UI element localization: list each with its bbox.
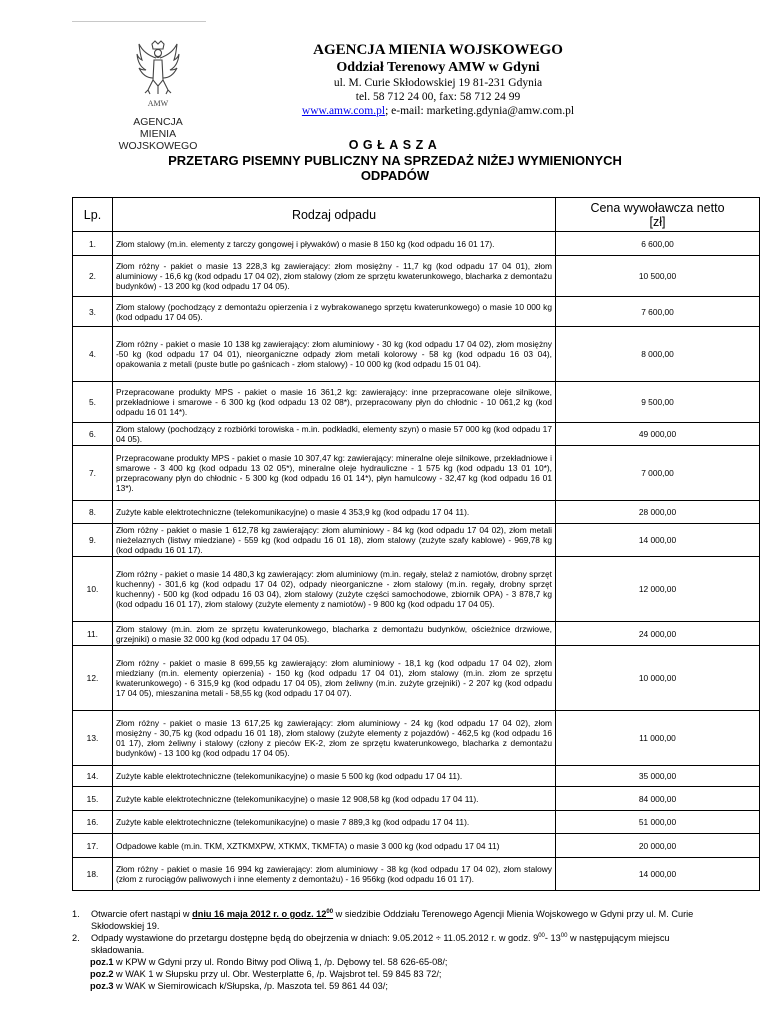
starting-price: 10 500,00	[556, 256, 760, 297]
table-row	[73, 787, 760, 811]
starting-price: 7 000,00	[556, 446, 760, 501]
table-row	[73, 557, 760, 622]
location-3: poz.3 w WAK w Siemirowicach k/Słupska, /p. Maszota tel. 59 861 44 03/;	[90, 981, 388, 991]
org-name: AGENCJA MIENIA WOJSKOWEGO	[313, 42, 563, 58]
row-number: 15.	[73, 787, 113, 811]
waste-description: Złom różny - pakiet o masie 1 612,78 kg zawierający: złom aluminiowy - 84 kg (kod odpadu 17 04 02), złom metali nieżelaznych (listwy miedziane) - 559 kg (kod odpadu 16 01 18), złom stalowy (zużyte szafy kablowe) - 969,78 kg (kod odpadu 16 01 17).	[113, 524, 556, 557]
starting-price: 6 600,00	[556, 232, 760, 256]
note-2-text-b: - 13	[544, 933, 561, 943]
notice-title: OGŁASZA	[348, 138, 442, 152]
starting-price: 35 000,00	[556, 766, 760, 787]
row-number: 2.	[73, 256, 113, 297]
waste-description: Złom stalowy (m.in. złom ze sprzętu kwaterunkowego, blacharka z demontażu budynków, ościeżnice drzwiowe, grzejniki) o masie 32 000 kg (kod odpadu 17 04 05).	[113, 622, 556, 646]
starting-price: 28 000,00	[556, 501, 760, 524]
table-row	[73, 766, 760, 787]
table-header-row	[73, 198, 760, 232]
amw-logo	[110, 40, 206, 152]
table-row	[73, 256, 760, 297]
waste-description: Zużyte kable elektrotechniczne (telekomunikacyjne) o masie 4 353,9 kg (kod odpadu 17 04 11).	[113, 501, 556, 524]
note-1-text-a: Otwarcie ofert nastąpi w	[91, 909, 193, 919]
waste-description: Złom stalowy (pochodzący z demontażu opierzenia i z wybrakowanego sprzętu kwaterunkowego) o masie 10 000 kg (kod odpadu 17 04 05).	[113, 297, 556, 327]
row-number: 3.	[73, 297, 113, 327]
header-price-line2: [zł]	[649, 214, 666, 229]
table-row	[73, 622, 760, 646]
row-number: 17.	[73, 834, 113, 858]
starting-price: 12 000,00	[556, 557, 760, 622]
waste-description: Złom różny - pakiet o masie 10 138 kg zawierający: złom aluminiowy - 30 kg (kod odpadu 17 04 02), złom mosiężny -50 kg (kod odpadu 17 04 01), nieorganiczne odpady złom metali kolorowy - 58 kg (kod odpadu 16 03 04), opakowania z metali (puste butle po gaśnicach - złom stalowy) - 10 000 kg (kod odpadu 15 01 04).	[113, 327, 556, 382]
notice-subtitle-line1: PRZETARG PISEMNY PUBLICZNY NA SPRZEDAŻ NIŻEJ WYMIENIONYCH	[168, 153, 622, 168]
waste-description: Odpadowe kable (m.in. TKM, XZTKMXPW, XTKMX, TKMFTA) o masie 3 000 kg (kod odpadu 17 04 11)	[113, 834, 556, 858]
row-number: 14.	[73, 766, 113, 787]
table-row	[73, 446, 760, 501]
table-row	[73, 382, 760, 423]
starting-price: 9 500,00	[556, 382, 760, 423]
row-number: 18.	[73, 858, 113, 891]
email-text: ; e-mail: marketing.gdynia@amw.com.pl	[385, 105, 575, 117]
note-2-text-c: w następującym miejscu składowania.	[91, 933, 670, 955]
starting-price: 51 000,00	[556, 811, 760, 834]
starting-price: 7 600,00	[556, 297, 760, 327]
organization-header	[218, 42, 658, 118]
contact-line	[218, 104, 658, 118]
notice-heading	[100, 137, 690, 183]
location-2: poz.2 w WAK 1 w Słupsku przy ul. Obr. Westerplatte 6, /p. Wajsbrot tel. 59 845 83 72/;	[90, 969, 442, 979]
table-row	[73, 232, 760, 256]
waste-description: Złom różny - pakiet o masie 14 480,3 kg zawierający: złom aluminiowy (m.in. regały, stelaż z namiotów, drobny sprzęt kuchenny) - 301,6 kg (kod odpadu 17 04 02), odpady nieorganiczne - złom stalowy (m.in. regały, drobny sprzęt kuchenny) - 500 kg (kod odpadu 16 03 04), złom stalowy (zużyte części samochodowe, zbiornik OPA) - 3 878,7 kg (kod odpadu 16 01 17), złom stalowy (zużyte elementy z namiotów) - 9 800 kg (kod odpadu 17 04 05).	[113, 557, 556, 622]
header-price	[556, 198, 760, 232]
table-row	[73, 501, 760, 524]
note-2: 2. Odpady wystawione do przetargu dostępne będą do obejrzenia w dniach: 9.05.2012 ÷ 11.05.2012 r. w godz. $9^{00}-$ $13^{00}$ w następującym miejscu składowania.	[72, 932, 670, 955]
waste-description: Zużyte kable elektrotechniczne (telekomunikacyjne) o masie 12 908,58 kg (kod odpadu 17 04 11).	[113, 787, 556, 811]
table-row	[73, 646, 760, 711]
waste-description: Złom różny - pakiet o masie 16 994 kg zawierający: złom aluminiowy - 38 kg (kod odpadu 17 04 02), złom stalowy (złom z rurociągów paliwowych i inne elementy z demontażu) - 16 956kg (kod odpadu 16 01 17).	[113, 858, 556, 891]
note-1-text-c: w siedzibie Oddziału Terenowego Agencji Mienia Wojskowego w Gdyni przy ul. M. Curie Skłodowskiej 19.	[91, 909, 694, 931]
waste-description: Złom stalowy (pochodzący z rozbiórki torowiska - m.in. podkładki, elementy szyn) o masie 57 000 kg (kod odpadu 17 04 05).	[113, 423, 556, 446]
website-link[interactable]: www.amw.com.pl	[301, 105, 386, 117]
location-1: poz.1 w KPW w Gdyni przy ul. Rondo Bitwy pod Oliwą 1, /p. Dębowy tel. 58 626-65-08/;	[90, 957, 448, 967]
note-number: 2.	[72, 933, 80, 943]
table-row	[73, 811, 760, 834]
starting-price: 10 000,00	[556, 646, 760, 711]
svg-text:AMW: AMW	[147, 99, 169, 108]
row-number: 7.	[73, 446, 113, 501]
starting-price: 11 000,00	[556, 711, 760, 766]
table-row	[73, 711, 760, 766]
row-number: 13.	[73, 711, 113, 766]
row-number: 16.	[73, 811, 113, 834]
starting-price: 14 000,00	[556, 858, 760, 891]
waste-description: Złom różny - pakiet o masie 13 228,3 kg zawierający: złom mosiężny - 11,7 kg (kod odpadu 17 04 01), złom aluminiowy - 16,6 kg (kod odpadu 17 04 02), złom stalowy (złom ze sprzętu kwaterunkowego, blacharka z demontażu budynków) - 13 200 kg (kod odpadu 17 04 05).	[113, 256, 556, 297]
note-2-text-a: Odpady wystawione do przetargu dostępne będą do obejrzenia w dniach: 9.05.2012 ÷ 11.05.2012 r. w godz. 9	[91, 933, 539, 943]
starting-price: 24 000,00	[556, 622, 760, 646]
row-number: 5.	[73, 382, 113, 423]
waste-description: Przepracowane produkty MPS - pakiet o masie 16 361,2 kg: zawierający: inne przepracowane oleje silnikowe, przekładniowe i smarowe - 6 300 kg (kod odpadu 13 02 08*), przepracowany płyn do chłodnic - 10 061,2 kg (kod odpadu 16 01 14*).	[113, 382, 556, 423]
row-number: 8.	[73, 501, 113, 524]
table-row	[73, 858, 760, 891]
branch-name: Oddział Terenowy AMW w Gdyni	[336, 60, 540, 75]
notice-subtitle-line2: ODPADÓW	[360, 168, 430, 183]
eagle-emblem-icon	[136, 40, 180, 116]
starting-price: 8 000,00	[556, 327, 760, 382]
row-number: 9.	[73, 524, 113, 557]
header-price-line1: Cena wywoławcza netto	[590, 200, 725, 215]
row-number: 10.	[73, 557, 113, 622]
starting-price: 14 000,00	[556, 524, 760, 557]
row-number: 6.	[73, 423, 113, 446]
table-row	[73, 834, 760, 858]
starting-price: 49 000,00	[556, 423, 760, 446]
logo-text-line1: AGENCJA	[133, 116, 183, 128]
waste-table	[72, 197, 760, 891]
waste-description: Złom różny - pakiet o masie 13 617,25 kg zawierający: złom aluminiowy - 24 kg (kod odpadu 17 04 02), złom mosiężny - 30,75 kg (kod odpadu 16 01 18), złom stalowy (zużyte elementy z pojazdów) - 462,5 kg (kod odpadu 16 01 17), złom żeliwny i stalowy (człony z pieców EK-2, złom ze sprzętu kwaterunkowego, blacharka z demontażu budynków) - 13 100 kg (kod odpadu 17 04 05).	[113, 711, 556, 766]
notes-section	[72, 908, 724, 992]
note-1-date: dniu 16 maja 2012 r. o godz. $12^{00}$	[192, 908, 334, 919]
phone-fax: tel. 58 712 24 00, fax: 58 712 24 99	[355, 91, 521, 103]
starting-price: 20 000,00	[556, 834, 760, 858]
header-description: Rodzaj odpadu	[113, 198, 556, 232]
row-number: 12.	[73, 646, 113, 711]
top-rule	[72, 21, 206, 22]
logo-text-line2: MIENIA WOJSKOWEGO	[118, 128, 198, 152]
address: ul. M. Curie Skłodowskiej 19 81-231 Gdynia	[333, 77, 543, 89]
row-number: 1.	[73, 232, 113, 256]
table-row	[73, 297, 760, 327]
waste-description: Złom różny - pakiet o masie 8 699,55 kg zawierający: złom aluminiowy - 18,1 kg (kod odpadu 17 04 02), złom miedziany (m.in. elementy opierzenia) - 150 kg (kod odpadu 17 04 01), złom stalowy (m.in. złom ze sprzętu kwaterunkowego) - 6 315,9 kg (kod odpadu 17 04 05), złom żeliwny (m.in. zużyte grzejniki) - 2 207 kg (kod odpadu 17 04 05), mieszanina metali - 58,55 kg (kod odpadu 17 04 07).	[113, 646, 556, 711]
waste-description: Zużyte kable elektrotechniczne (telekomunikacyjne) o masie 5 500 kg (kod odpadu 17 04 11).	[113, 766, 556, 787]
row-number: 11.	[73, 622, 113, 646]
table-row	[73, 423, 760, 446]
waste-description: Przepracowane produkty MPS - pakiet o masie 10 307,47 kg: zawierający: mineralne oleje silnikowe, przekładniowe i smarowe - 3 400 kg (kod odpadu 13 02 05*), mineralne oleje hydrauliczne - 1 575 kg (kod odpadu 13 01 10*), przepracowany płyn do chłodnic - 5 300 kg (kod odpadu 16 01 14*), płyn hamulcowy - 32,47 kg (kod odpadu 16 01 13*).	[113, 446, 556, 501]
table-row	[73, 327, 760, 382]
waste-description: Zużyte kable elektrotechniczne (telekomunikacyjne) o masie 7 889,3 kg (kod odpadu 17 04 11).	[113, 811, 556, 834]
row-number: 4.	[73, 327, 113, 382]
note-number: 1.	[72, 909, 80, 919]
table-row	[73, 524, 760, 557]
note-1	[72, 908, 724, 932]
starting-price: 84 000,00	[556, 787, 760, 811]
waste-description: Złom stalowy (m.in. elementy z tarczy gongowej i pływaków) o masie 8 150 kg (kod odpadu 16 01 17).	[113, 232, 556, 256]
header-lp: Lp.	[73, 198, 113, 232]
